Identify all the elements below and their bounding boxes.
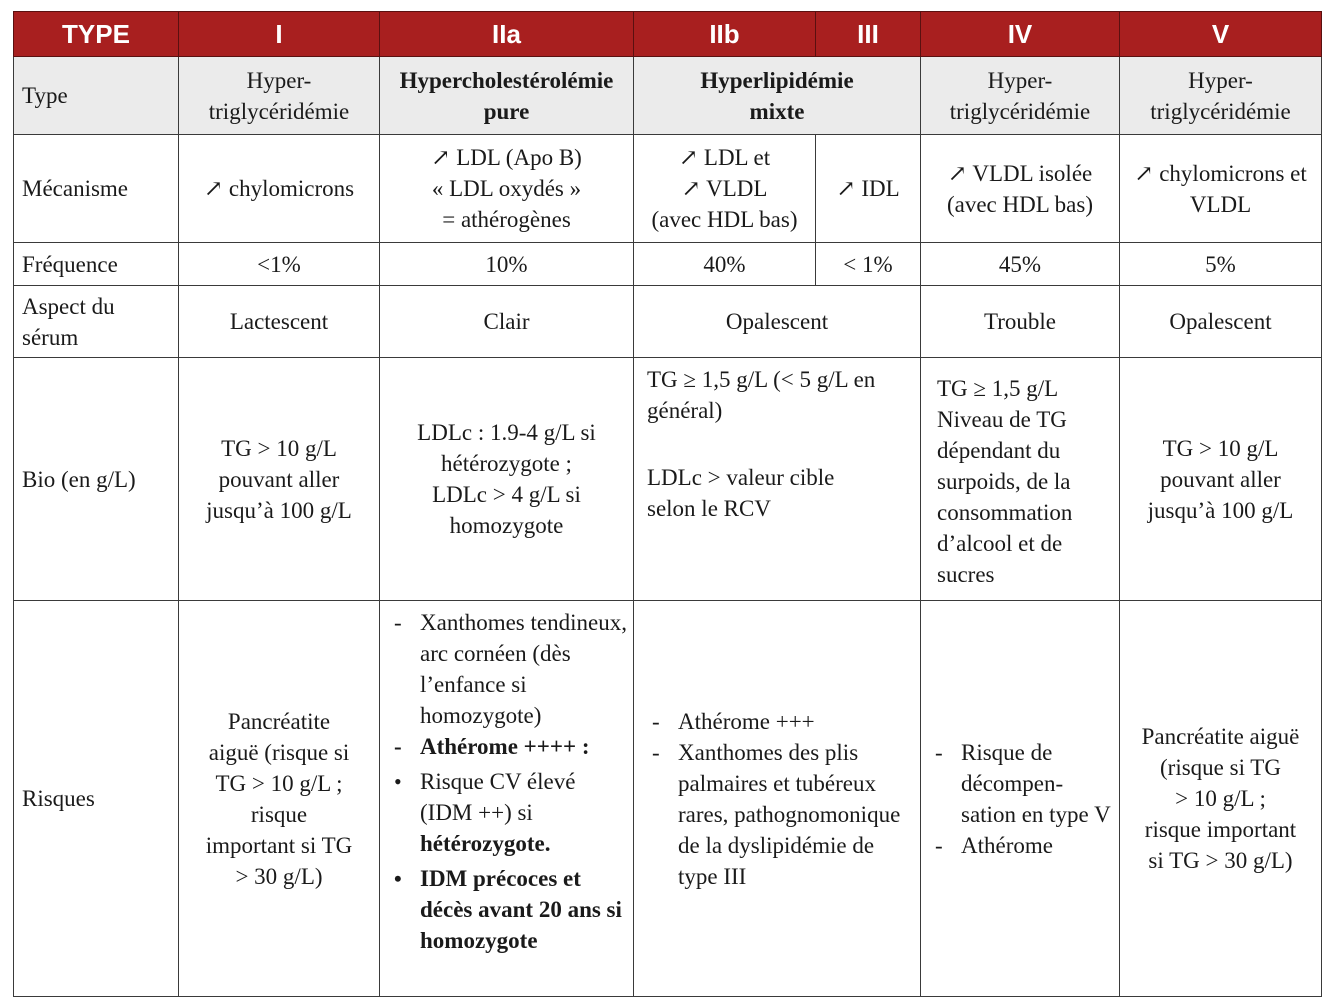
bio-iib-iii-line: TG ≥ 1,5 g/L (< 5 g/L en <box>647 367 876 392</box>
risques-iv-item: - Risque de décompen-sation en type V <box>929 737 1111 830</box>
aspect-v: Opalescent <box>1120 286 1322 358</box>
bio-iv <box>921 358 1120 601</box>
risques-v-line: Pancréatite aiguë <box>1141 724 1300 749</box>
mecanisme-iia-line: = athérogènes <box>442 207 571 232</box>
bio-i-line: pouvant aller <box>218 466 340 492</box>
bio-v-line: jusqu’à 100 g/L <box>1147 497 1294 523</box>
mecanisme-v-line: VLDL <box>1189 191 1252 217</box>
bio-iia-line: LDLc : 1.9-4 g/L si <box>417 420 596 445</box>
risques-iib-iii-list <box>642 706 912 892</box>
row-aspect-label-line: Aspect du <box>22 293 115 319</box>
header-iia: IIa <box>380 12 634 57</box>
aspect-iib-iii: Opalescent <box>634 286 921 358</box>
bio-iib-iii <box>634 358 921 601</box>
row-aspect <box>14 286 1322 358</box>
aspect-iia: Clair <box>380 286 634 358</box>
mecanisme-iv-line: ↗ VLDL isolée <box>947 160 1093 186</box>
header-iib: IIb <box>634 12 816 57</box>
frequence-iia: 10% <box>380 243 634 286</box>
row-frequence <box>14 243 1322 286</box>
dyslipidemia-table <box>13 11 1322 997</box>
row-type-label: Type <box>14 57 179 135</box>
risques-iia-dash-list <box>388 607 627 762</box>
type-iv <box>921 57 1120 135</box>
row-type <box>14 57 1322 135</box>
row-risques <box>14 601 1322 997</box>
bio-i <box>179 358 380 601</box>
risques-iv <box>921 601 1120 997</box>
risques-v-line: si TG > 30 g/L) <box>1148 848 1293 873</box>
row-aspect-label-line: sérum <box>22 324 79 350</box>
risques-iia-text: Risque CV élevé (IDM ++) si <box>420 769 576 825</box>
type-iia-line: Hypercholestérolémie <box>399 67 614 93</box>
type-iia-line: pure <box>483 98 530 124</box>
mecanisme-iib <box>634 135 816 243</box>
row-frequence-label: Fréquence <box>14 243 179 286</box>
frequence-i: <1% <box>179 243 380 286</box>
frequence-iib: 40% <box>634 243 816 286</box>
bio-iv-line: surpoids, de la <box>937 469 1071 494</box>
bio-iib-iii-line: LDLc > valeur cible <box>647 465 835 490</box>
type-iib-iii-line: mixte <box>749 98 805 124</box>
risques-iia-text: hétérozygote. <box>420 831 551 856</box>
risques-iia <box>380 601 634 997</box>
header-i: I <box>179 12 380 57</box>
type-iv-line: triglycéridémie <box>949 98 1091 124</box>
bio-iib-iii-line: général) <box>647 398 723 423</box>
bio-v-line: pouvant aller <box>1160 466 1281 492</box>
bio-i-line: TG > 10 g/L <box>221 435 337 461</box>
bio-iib-iii-line: selon le RCV <box>647 496 771 521</box>
risques-v-line: (risque si TG <box>1160 755 1281 780</box>
risques-v-line: > 10 g/L ; <box>1175 786 1266 811</box>
type-i <box>179 57 380 135</box>
risques-i-line: Pancréatite <box>227 708 331 734</box>
row-mecanisme-label: Mécanisme <box>14 135 179 243</box>
type-iv-line: Hyper- <box>987 67 1053 93</box>
risques-iv-item: - Athérome <box>929 830 1111 861</box>
bio-iv-line: sucres <box>937 562 995 587</box>
row-bio-label: Bio (en g/L) <box>14 358 179 601</box>
bio-iia-line: hétérozygote ; <box>441 451 572 476</box>
risques-i-line: aiguë (risque si <box>208 739 350 765</box>
row-mecanisme <box>14 135 1322 243</box>
risques-i-line: > 30 g/L) <box>235 863 323 889</box>
risques-iia-item: - Athérome ++++ : <box>388 731 627 762</box>
risques-iia-dot-list <box>388 766 627 956</box>
row-risques-label: Risques <box>14 601 179 997</box>
header-iv: IV <box>921 12 1120 57</box>
type-i-line: triglycéridémie <box>208 98 350 124</box>
header-type: TYPE <box>14 12 179 57</box>
header-iii: III <box>816 12 921 57</box>
risques-iib-iii-item: - Xanthomes des plis palmaires et tubéreux rares, pathognomonique de la dyslipidémie de type III <box>646 737 912 892</box>
header-v: V <box>1120 12 1322 57</box>
type-iia <box>380 57 634 135</box>
risques-iia-item: - Xanthomes tendineux, arc cornéen (dès l’enfance si homozygote) <box>388 607 627 731</box>
bio-v <box>1120 358 1322 601</box>
bio-i-line: jusqu’à 100 g/L <box>206 497 352 523</box>
mecanisme-iia-line: « LDL oxydés » <box>431 176 582 201</box>
mecanisme-iv-line: (avec HDL bas) <box>946 191 1094 217</box>
risques-i-line: risque <box>250 801 308 827</box>
risques-iv-list <box>929 737 1111 861</box>
bio-v-line: TG > 10 g/L <box>1162 435 1279 461</box>
mecanisme-v-line: ↗ chylomicrons et <box>1134 160 1307 186</box>
bio-iia-line: LDLc > 4 g/L si <box>432 482 581 507</box>
bio-iv-line: TG ≥ 1,5 g/L <box>937 376 1059 401</box>
bio-iia-line: homozygote <box>449 513 564 538</box>
type-iib-iii <box>634 57 921 135</box>
type-v-line: triglycéridémie <box>1150 98 1291 124</box>
risques-iib-iii <box>634 601 921 997</box>
bio-iv-line: consommation <box>937 500 1073 525</box>
risques-iia-item <box>388 766 627 859</box>
frequence-iii: < 1% <box>816 243 921 286</box>
mecanisme-v <box>1120 135 1322 243</box>
risques-i <box>179 601 380 997</box>
mecanisme-i: ↗ chylomicrons <box>179 135 380 243</box>
row-bio <box>14 358 1322 601</box>
mecanisme-iib-line: ↗ VLDL <box>681 176 768 201</box>
type-v-line: Hyper- <box>1188 67 1253 93</box>
risques-iia-item: • IDM précoces et décès avant 20 ans si homozygote <box>388 863 627 956</box>
row-aspect-label <box>14 286 179 358</box>
risques-v <box>1120 601 1322 997</box>
risques-v-line: risque important <box>1144 817 1297 842</box>
mecanisme-iib-line: ↗ LDL et <box>678 145 771 170</box>
risques-iib-iii-item: - Athérome +++ <box>646 706 912 737</box>
type-iib-iii-line: Hyperlipidémie <box>700 67 854 93</box>
risques-i-line: TG > 10 g/L ; <box>215 770 343 796</box>
bio-iv-line: Niveau de TG <box>937 407 1067 432</box>
mecanisme-iib-line: (avec HDL bas) <box>651 207 798 232</box>
bio-iia <box>380 358 634 601</box>
bio-iv-line: dépendant du <box>937 438 1061 463</box>
mecanisme-iia <box>380 135 634 243</box>
mecanisme-iia-line: ↗ LDL (Apo B) <box>431 145 582 170</box>
mecanisme-iii: ↗ IDL <box>816 135 921 243</box>
type-i-line: Hyper- <box>246 67 312 93</box>
aspect-iv: Trouble <box>921 286 1120 358</box>
aspect-i: Lactescent <box>179 286 380 358</box>
frequence-v: 5% <box>1120 243 1322 286</box>
type-v <box>1120 57 1322 135</box>
risques-i-line: important si TG <box>205 832 353 858</box>
header-row <box>14 12 1322 57</box>
mecanisme-iv <box>921 135 1120 243</box>
bio-iv-line: d’alcool et de <box>937 531 1063 556</box>
frequence-iv: 45% <box>921 243 1120 286</box>
